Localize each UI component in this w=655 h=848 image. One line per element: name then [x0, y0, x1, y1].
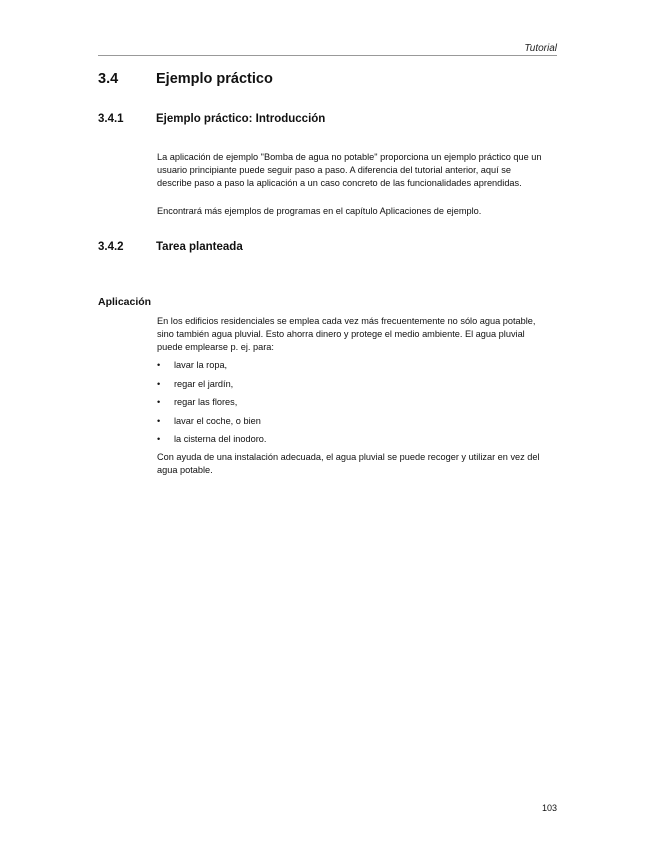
- list-item-text: lavar la ropa,: [174, 360, 228, 370]
- subsection-number: 3.4.1: [98, 113, 124, 125]
- aplicacion-closing-paragraph: Con ayuda de una instalación adecuada, el agua pluvial se puede recoger y utilizar en vez del agua potable.: [157, 452, 540, 475]
- subsection-title: Ejemplo práctico: Introducción: [156, 113, 326, 125]
- list-item: [157, 396, 266, 415]
- list-item: [157, 378, 266, 397]
- section-heading: [98, 71, 557, 89]
- bullet-icon: •: [157, 434, 161, 444]
- bullet-icon: •: [157, 397, 161, 407]
- intro-paragraph: La aplicación de ejemplo "Bomba de agua no potable" proporciona un ejemplo práctico que un usuario principiante puede seguir paso a paso. A diferencia del tutorial anterior, aquí se describe paso a paso la aplicación a un caso concreto de las funcionalidades aprendidas.: [157, 152, 542, 188]
- bullet-icon: •: [157, 360, 161, 370]
- section-title: Ejemplo práctico: [156, 71, 273, 87]
- page-number: 103: [541, 803, 557, 813]
- header-label: Tutorial: [524, 43, 557, 54]
- subsection-heading-intro: [98, 113, 557, 128]
- uses-list: [157, 359, 266, 452]
- list-item: [157, 359, 266, 378]
- list-item: [157, 433, 266, 452]
- list-item-text: la cisterna del inodoro.: [174, 434, 267, 444]
- subsection-title: Tarea planteada: [156, 241, 243, 253]
- header-divider: [98, 55, 557, 56]
- intro-paragraph-more-examples: Encontrará más ejemplos de programas en el capítulo Aplicaciones de ejemplo.: [157, 206, 482, 216]
- bullet-icon: •: [157, 378, 161, 389]
- aplicacion-paragraph: En los edificios residenciales se emplea cada vez más frecuentemente no sólo agua potable, sino también agua pluvial. Esto ahorra dinero y protege el medio ambiente. El agua pluvial puede emplearse p. ej. para:: [157, 316, 536, 352]
- list-item: [157, 415, 266, 434]
- list-item-text: lavar el coche, o bien: [174, 415, 261, 426]
- aplicacion-heading: Aplicación: [98, 296, 152, 308]
- list-item-text: regar el jardín,: [174, 378, 234, 389]
- bullet-icon: •: [157, 415, 161, 426]
- subsection-number: 3.4.2: [98, 241, 124, 253]
- subsection-heading-task: [98, 241, 557, 256]
- list-item-text: regar las flores,: [174, 397, 238, 407]
- section-number: 3.4: [98, 71, 119, 87]
